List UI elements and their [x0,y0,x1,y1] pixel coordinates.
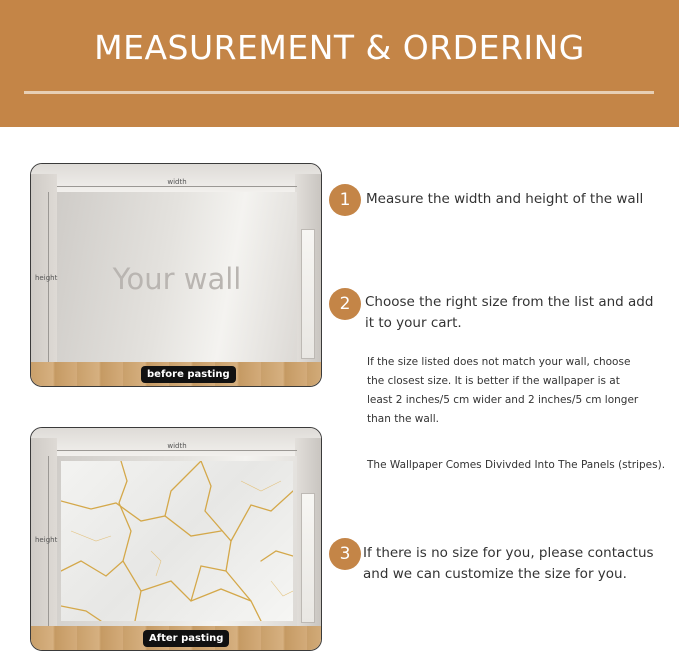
room-right-wall [295,438,321,638]
banner-divider [24,91,654,94]
size-note-text: If the size listed does not match your wall, choose the closest size. It is better if the wallpaper is at least 2 inches/5 cm wider and 2 inches/5 cm longer than the wall. [367,356,639,425]
step-2-number-circle: 2 [329,288,361,320]
step-3-text: If there is no size for you, please contactus and we can customize the size for you. [363,545,654,582]
after-pasting-tag: After pasting [143,630,229,647]
header-banner [0,0,679,127]
before-pasting-tag: before pasting [141,366,236,383]
width-dimension-line [57,186,297,187]
page-title: MEASUREMENT & ORDERING [94,28,585,67]
height-label: height [35,274,58,282]
room-window [301,493,315,623]
width-dimension-line [57,450,297,451]
step-1-text: Measure the width and height of the wall [366,191,644,207]
width-label: width [167,442,187,450]
height-label: height [35,536,58,544]
width-label: width [167,178,187,186]
gold-vein-pattern [61,461,293,621]
before-pasting-image [30,163,322,387]
step-2-text: Choose the right size from the list and add it to your cart. [365,294,654,331]
step-3-number-circle: 3 [329,538,361,570]
panels-note-text: The Wallpaper Comes Divivded Into The Panels (stripes). [367,459,666,471]
step-1-number-circle: 1 [329,184,361,216]
your-wall-text: Your wall [112,262,242,296]
marble-wallpaper [61,461,293,621]
after-pasting-image [30,427,322,651]
